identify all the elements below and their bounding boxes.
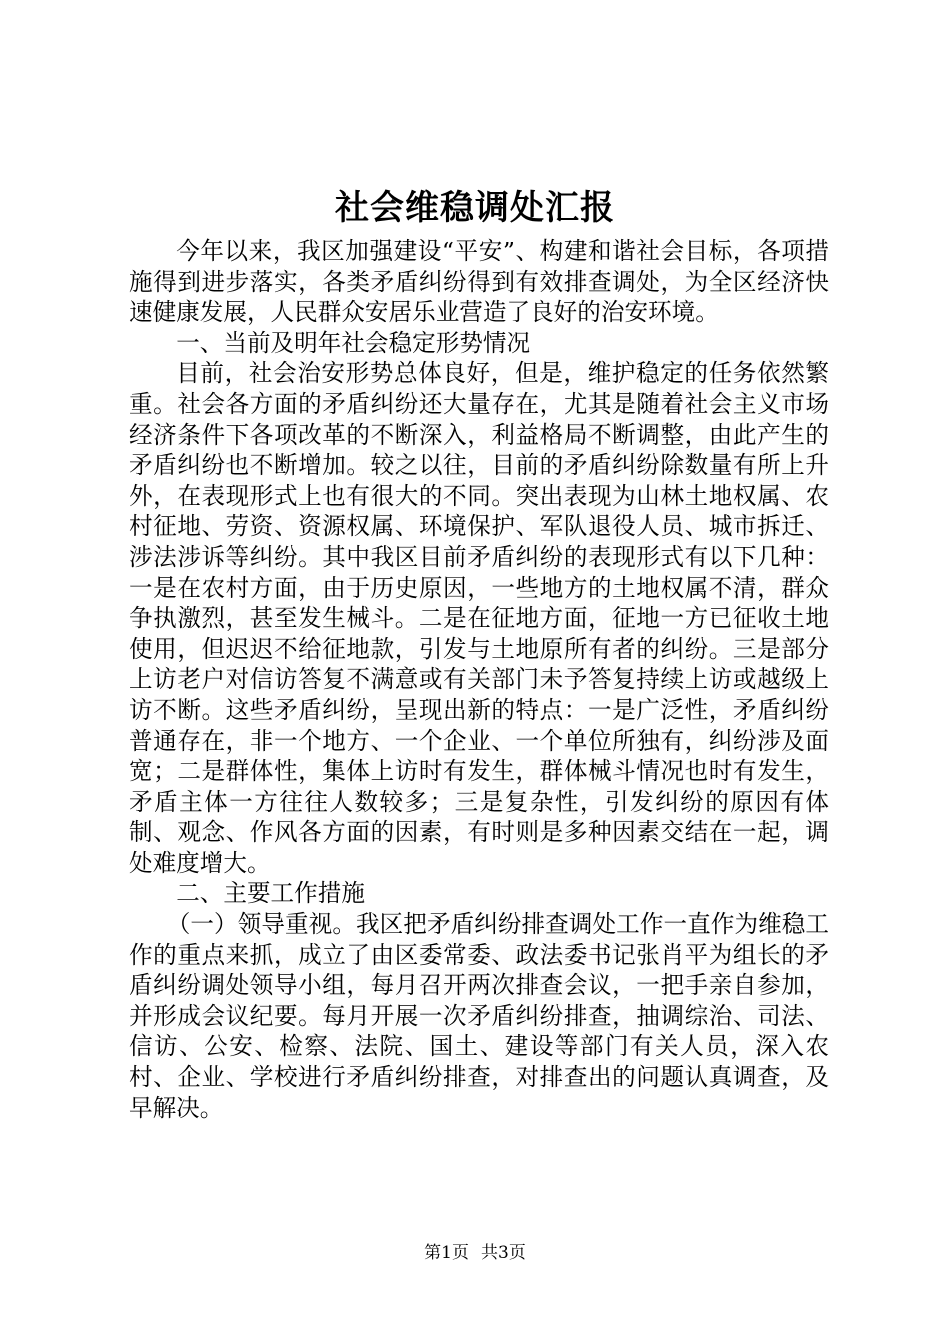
section-heading-2: 二、主要工作措施 [176,879,365,908]
intro-paragraph: 今年以来，我区加强建设“平安”、构建和谐社会目标，各项措施得到进步落实，各类矛盾纠纷得到有效排查调处，为全区经济快速健康发展，人民群众安居乐业营造了良好的治安环境。 [129,237,829,327]
section-2-paragraph: （一）领导重视。我区把矛盾纠纷排查调处工作一直作为维稳工作的重点来抓，成立了由区委常委、政法委书记张肖平为组长的矛盾纠纷调处领导小组，每月召开两次排查会议，一把手亲自参加，并形成会议纪要。每月开展一次矛盾纠纷排查，抽调综治、司法、信访、公安、检察、法院、国土、建设等部门有关人员，深入农村、企业、学校进行矛盾纠纷排查，对排查出的问题认真调查，及早解决。 [129,910,829,1122]
section-heading-1: 一、当前及明年社会稳定形势情况 [176,328,531,357]
page-total: 共3页 [481,1243,526,1263]
page-number: 第1页 [424,1243,469,1263]
document-body [129,236,829,1123]
page-footer [0,1242,950,1264]
section-1-paragraph: 目前，社会治安形势总体良好，但是，维护稳定的任务依然繁重。社会各方面的矛盾纠纷还大量存在，尤其是随着社会主义市场经济条件下各项改革的不断深入，利益格局不断调整，由此产生的矛盾纠纷也不断增加。较之以往，目前的矛盾纠纷除数量有所上升外，在表现形式上也有很大的不同。突出表现为山林土地权属、农村征地、劳资、资源权属、环境保护、军队退役人员、城市拆迁、涉法涉诉等纠纷。其中我区目前矛盾纠纷的表现形式有以下几种：一是在农村方面，由于历史原因，一些地方的土地权属不清，群众争执激烈，甚至发生械斗。二是在征地方面，征地一方已征收土地使用，但迟迟不给征地款，引发与土地原所有者的纠纷。三是部分上访老户对信访答复不满意或有关部门未予答复持续上访或越级上访不断。这些矛盾纠纷，呈现出新的特点：一是广泛性，矛盾纠纷普通存在，非一个地方、一个企业、一个单位所独有，纠纷涉及面宽；二是群体性，集体上访时有发生，群体械斗情况也时有发生，矛盾主体一方往往人数较多；三是复杂性，引发纠纷的原因有体制、观念、作风各方面的因素，有时则是多种因素交结在一起，调处难度增大。 [129,359,829,877]
document-title: 社会维稳调处汇报 [335,188,615,228]
